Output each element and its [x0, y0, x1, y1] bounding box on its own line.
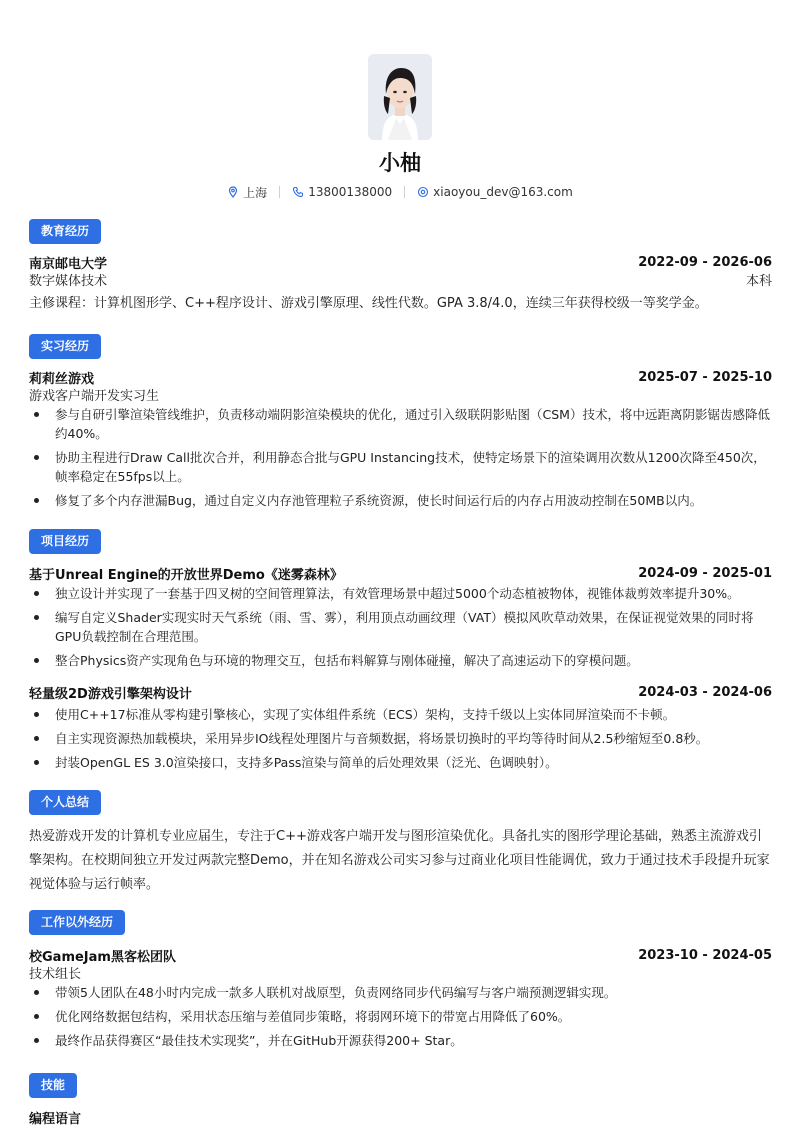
extra-role-row: [29, 963, 772, 981]
education-subheader: [29, 270, 772, 288]
org-name: 校GameJam黑客松团队: [29, 949, 176, 965]
project-name: 基于Unreal Engine的开放世界Demo《迷雾森林》: [29, 567, 343, 583]
section-badge-summary: 个人总结: [29, 790, 101, 815]
list-item: 参与自研引擎渲染管线维护，负责移动端阴影渲染模块的优化，通过引入级联阴影贴图（CSM）技术，将中远距离阴影锯齿感降低约40%。: [29, 405, 772, 443]
project-name: 轻量级2D游戏引擎架构设计: [29, 686, 192, 702]
list-item: 编写自定义Shader实现实时天气系统（雨、雪、雾），利用顶点动画纹理（VAT）模拟风吹草动效果，在保证视觉效果的同时将GPU负载控制在合理范围。: [29, 608, 772, 646]
list-item: 自主实现资源热加载模块，采用异步IO线程处理图片与音频数据，将场景切换时的平均等待时间从2.5秒缩短至0.8秒。: [29, 729, 772, 748]
extra-header: [29, 946, 772, 964]
list-item: 协助主程进行Draw Call批次合并，利用静态合批与GPU Instancing技术，使特定场景下的渲染调用次数从1200次降至450次，帧率稳定在55fps以上。: [29, 448, 772, 486]
profile-photo: [368, 54, 432, 140]
section-badge-skills: 技能: [29, 1073, 77, 1098]
company-name: 莉莉丝游戏: [29, 371, 95, 387]
project-bullets: [29, 584, 772, 675]
education-dates: 2022-09 - 2026-06: [638, 254, 772, 270]
major: 数字媒体技术: [29, 273, 108, 289]
project-dates: 2024-09 - 2025-01: [638, 565, 772, 581]
summary-text: 热爱游戏开发的计算机专业应届生，专注于C++游戏客户端开发与图形渲染优化。具备扎实的图形学理论基础，熟悉主流游戏引擎架构。在校期间独立开发过两款完整Demo，并在知名游戏公司实习参与过商业化项目性能调优，致力于通过技术手段提升玩家视觉体验与运行帧率。: [29, 829, 770, 892]
contact-divider: [404, 186, 405, 198]
email-text[interactable]: xiaoyou_dev@163.com: [433, 185, 573, 199]
degree: 本科: [745, 273, 772, 289]
section-badge-internship: 实习经历: [29, 334, 101, 359]
contact-bar: [0, 184, 800, 200]
email-at-icon: [417, 186, 429, 198]
phone-icon: [292, 186, 304, 198]
contact-phone: [292, 185, 392, 199]
extra-dates: 2023-10 - 2024-05: [638, 947, 772, 963]
extra-bullets: [29, 983, 772, 1055]
section-badge-projects: 项目经历: [29, 529, 101, 554]
location-pin-icon: [227, 186, 239, 198]
list-item: 整合Physics资产实现角色与环境的物理交互，包括布料解算与刚体碰撞，解决了高速运动下的穿模问题。: [29, 651, 772, 670]
internship-header: [29, 368, 772, 386]
section-badge-extra: 工作以外经历: [29, 910, 125, 935]
list-item: 使用C++17标准从零构建引擎核心，实现了实体组件系统（ECS）架构，支持千级以上实体同屏渲染而不卡顿。: [29, 705, 772, 724]
candidate-name: 小柚: [379, 151, 421, 175]
education-header: [29, 253, 772, 271]
project-dates: 2024-03 - 2024-06: [638, 684, 772, 700]
contact-email: [417, 185, 573, 199]
list-item: 封装OpenGL ES 3.0渲染接口，支持多Pass渲染与简单的后处理效果（泛光、色调映射）。: [29, 753, 772, 772]
section-badge-education: 教育经历: [29, 219, 101, 244]
internship-role-row: [29, 385, 772, 403]
internship-dates: 2025-07 - 2025-10: [638, 369, 772, 385]
list-item: 最终作品获得赛区“最佳技术实现奖”，并在GitHub开源获得200+ Star。: [29, 1031, 772, 1050]
project-header: [29, 564, 772, 582]
education-courses: 主修课程：计算机图形学、C++程序设计、游戏引擎原理、线性代数。GPA 3.8/4.0，连续三年获得校级一等奖学金。: [29, 296, 708, 311]
skills-sub-row: [29, 1108, 772, 1126]
contact-divider: [279, 186, 280, 198]
list-item: 优化网络数据包结构，采用状态压缩与差值同步策略，将弱网环境下的带宽占用降低了60%。: [29, 1007, 772, 1026]
internship-role: 游戏客户端开发实习生: [29, 388, 160, 404]
school-name: 南京邮电大学: [29, 256, 108, 272]
location-text: 上海: [243, 185, 268, 200]
internship-bullets: [29, 405, 772, 515]
list-item: 修复了多个内存泄漏Bug，通过自定义内存池管理粒子系统资源，使长时间运行后的内存占用波动控制在50MB以内。: [29, 491, 772, 510]
project-bullets: [29, 705, 772, 777]
avatar: [368, 54, 432, 140]
list-item: 带领5人团队在48小时内完成一款多人联机对战原型，负责网络同步代码编写与客户端预测逻辑实现。: [29, 983, 772, 1002]
list-item: 独立设计并实现了一套基于四叉树的空间管理算法，有效管理场景中超过5000个动态植被物体，视锥体裁剪效率提升30%。: [29, 584, 772, 603]
skills-subtitle: 编程语言: [29, 1111, 82, 1127]
project-header: [29, 683, 772, 701]
contact-location: [227, 184, 267, 201]
phone-text: 13800138000: [308, 185, 393, 199]
extra-role: 技术组长: [29, 966, 82, 982]
